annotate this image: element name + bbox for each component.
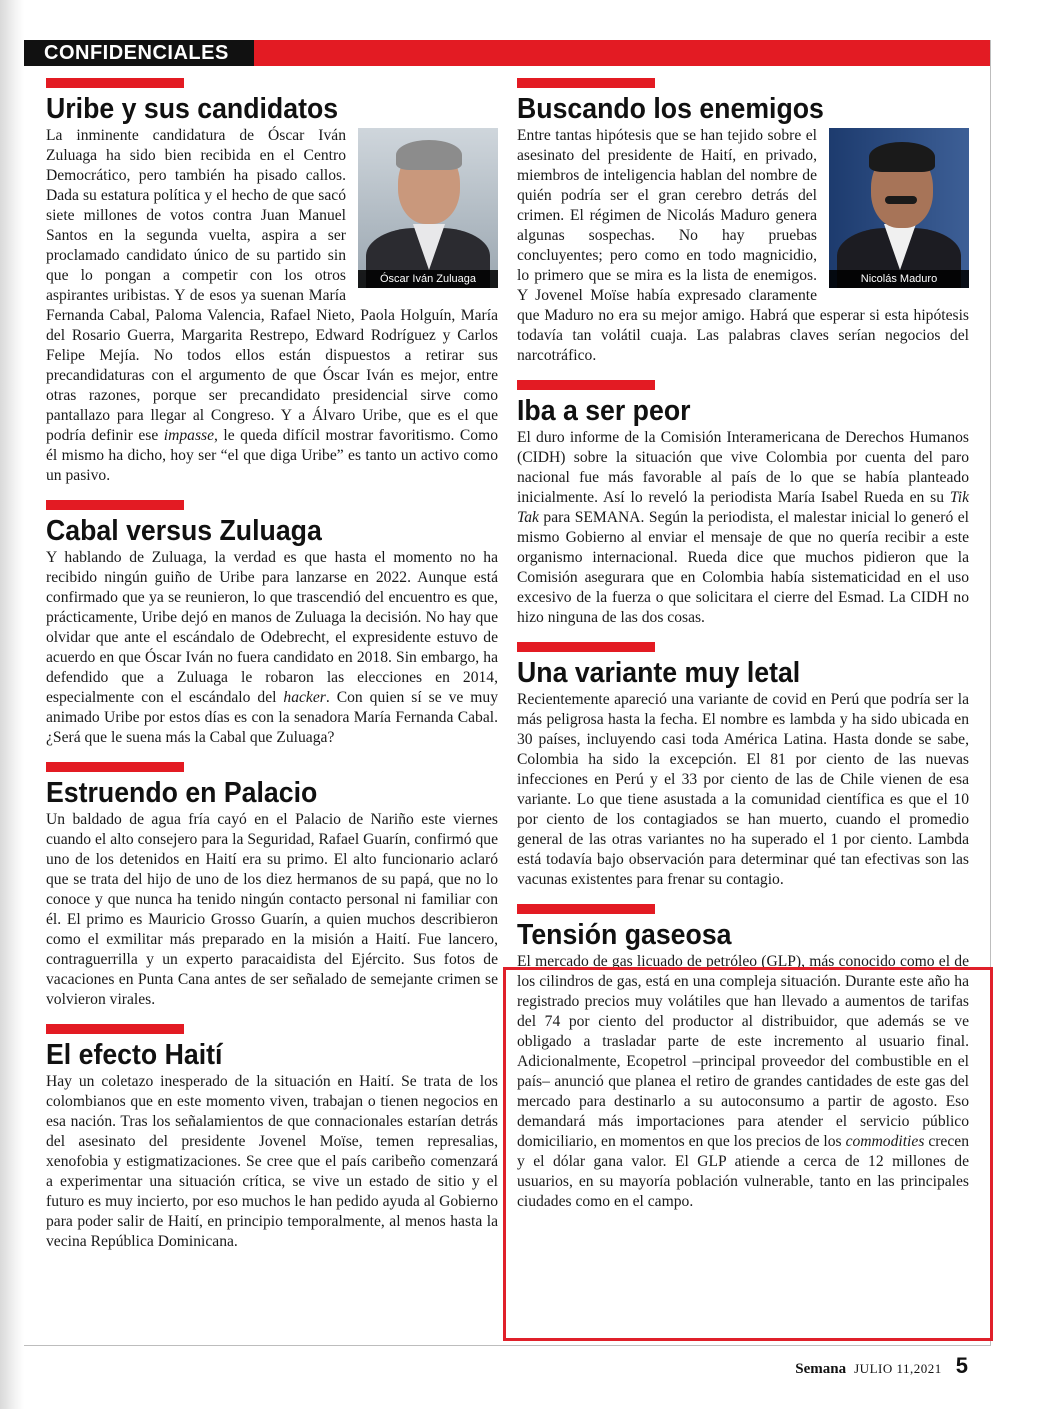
magazine-name: Semana (795, 1361, 847, 1377)
headline: Cabal versus Zuluaga (46, 515, 322, 547)
red-rule (46, 78, 184, 88)
article-body: Y hablando de Zuluaga, la verdad es que hasta el momento no ha recibido ningún guiño de Uribe para lanzarse en 2022. Aunque está confirmado que ya se reunieron, lo que trascendió del encuentro es que, prácticamente, Uribe dejó en manos de Zuluaga la decisión. No hay que olvidar que ante el escándalo de Odebrecht, el expresidente estuvo de acuerdo en que Óscar Iván no fuera candidato en 2018. Sin embargo, ha defendido que a Zuluaga le robaron las elecciones en 2014, especialmente con el escándalo del hacker. Con quien sí se ve muy animado Uribe por estos días es con la senadora María Fernanda Cabal. ¿Será que le suena más la Cabal que Zuluaga? (46, 549, 498, 746)
article-body: El mercado de gas licuado de petróleo (GLP), más conocido como el de los cilindros de gas, está en una compleja situación. Durante este año ha registrado precios muy volátiles que han llevado a aumentos de tarifas del 74 por ciento del productor al distribuidor, que además se ve obligado a trasladar parte de este incremento al usuario final. Adicionalmente, Ecopetrol –principal proveedor del combustible en el país– anunció que planea el retiro de grandes cantidades de este gas del mercado para destinarlo a su autoconsumo a partir de agosto. Eso demandará más importaciones para atender el servicio público domiciliario, en momentos en que los precios de los commodities crecen y el dólar gana valor. El GLP atiende a cerca de 12 millones de usuarios, en su mayoría población vulnerable, tanto en las principales ciudades como en el campo. (517, 953, 969, 1210)
article-peor (517, 380, 969, 628)
article-body: Un baldado de agua fría cayó en el Palacio de Nariño este viernes cuando el alto consejero para la Seguridad, Rafael Guarín, confirmó que uno de los detenidos en Haití era su primo. El alto funcionario aclaró que se trata del hijo de uno de los diez hermanos de su papá, que no lo conoce y que nunca ha tenido ningún contacto personal ni familiar con él. El primo es Mauricio Grosso Guarín, a quien muchos describieron como el exmilitar más preparado en la misión a Haití. Fue lancero, contraguerrilla y un experto paracaidista del Ejército. Sus fotos de vacaciones en Punta Cana antes de ser señalado de semejante crimen se volvieron virales. (46, 811, 498, 1008)
headline: Iba a ser peor (517, 395, 691, 427)
article-cabal (46, 500, 498, 748)
headline: Una variante muy letal (517, 657, 801, 689)
highlight-box (503, 967, 993, 1341)
headline: Buscando los enemigos (517, 93, 824, 125)
page-footer (795, 1353, 968, 1379)
section-label: CONFIDENCIALES (24, 40, 254, 66)
article-body: El duro informe de la Comisión Interamericana de Derechos Humanos (CIDH) sobre la situación que vive Colombia por cuenta del paro nacional fue más favorable al país de lo que se había planteado inicialmente. Así lo reveló la periodista María Isabel Rueda en su Tik Tak para SEMANA. Según la periodista, el malestar inicial lo generó el mismo Gobierno al enviar el mensaje de que no quería recibir a este organismo internacional. Rueda dice que muchos pidieron que la Comisión asegurara que en Colombia había sistematicidad en el uso excesivo de la fuerza o que solicitara el cierre del Esmad. La CIDH no hizo ninguna de las dos cosas. (517, 429, 969, 626)
red-rule (46, 500, 184, 510)
article-body: Recientemente apareció una variante de covid en Perú que podría ser la más peligrosa hasta la fecha. El nombre es lambda y ha sido ubicada en 30 países, incluyendo casi toda América Latina. Hasta donde se sabe, Colombia ha sido la excepción. El 81 por ciento de las nuevas infecciones en Perú y el 33 por ciento de las de Chile vienen de esa variante. Lo que tiene asustada a la comunidad científica es que el 10 por ciento de los contagiados se han muerto, cuando el promedio general de las otras variantes no ha superado el 1 por ciento. Lambda está todavía bajo observación para determinar qué tan efectivas son las vacunas existentes para frenar su contagio. (517, 691, 969, 888)
red-rule (517, 380, 655, 390)
photo-caption: Óscar Iván Zuluaga (358, 270, 498, 288)
red-rule (517, 904, 655, 914)
photo-maduro (829, 128, 969, 288)
article-haiti (46, 1024, 498, 1252)
page-edge-shadow (0, 0, 24, 1409)
red-rule (46, 1024, 184, 1034)
headline: El efecto Haití (46, 1039, 223, 1071)
headline: Estruendo en Palacio (46, 777, 318, 809)
article-body: La inminente candidatura de Óscar Iván Zuluaga ha sido bien recibida en el Centro Democrático, pero también ha pisado callos. Dada su estatura política y el hecho de que sacó siete millones de votos contra Juan Manuel Santos en la segunda vuelta, aspira a ser proclamado candidato único de su partido sin que lo pongan a competir con los otros aspirantes uribistas. Y de esos ya suenan María Fernanda Cabal, Paloma Valencia, Rafael Nieto, Paola Holguín, María del Rosario Guerra, Margarita Restrepo, Edward Rodríguez y Carlos Felipe Mejía. No todos ellos están dispuestos a retirar sus precandidaturas con el argumento de que Óscar Iván es mejor, entre otras razones, porque ser precandidato presidencial sirve como pantallazo para llegar al Congreso. Y a Álvaro Uribe, que es el que podría definir ese impasse, le queda difícil mostrar favoritismo. Como él mismo ha dicho, hoy ser “el que diga Uribe” es tanto un activo como un pasivo. (46, 127, 498, 484)
article-uribe (46, 78, 498, 486)
red-rule (517, 642, 655, 652)
article-enemigos (517, 78, 969, 366)
headline: Tensión gaseosa (517, 919, 732, 951)
article-variante (517, 642, 969, 890)
red-rule (517, 78, 655, 88)
article-body: Entre tantas hipótesis que se han tejido sobre el asesinato del presidente de Haití, en privado, miembros de inteligencia hablan del nombre de quién podría ser el gran cerebro detrás del crimen. El régimen de Nicolás Maduro genera algunas sospechas. No hay pruebas concluyentes; pero como en todo magnicidio, lo primero que se mira es la lista de enemigos. Y Jovenel Moïse había expresado claramente que Maduro no era su mejor amigo. Habrá que esperar si esta hipótesis todavía tan volátil cuaja. Las palabras claves serían negocios del narcotráfico. (517, 127, 969, 364)
article-estruendo (46, 762, 498, 1010)
headline: Uribe y sus candidatos (46, 93, 339, 125)
photo-caption: Nicolás Maduro (829, 270, 969, 288)
issue-date: JULIO 11,2021 (854, 1361, 942, 1376)
left-column (46, 78, 498, 1252)
photo-zuluaga (358, 128, 498, 288)
page-number: 5 (955, 1353, 968, 1378)
red-rule (46, 762, 184, 772)
article-body: Hay un coletazo inesperado de la situación en Haití. Se trata de los colombianos que en este momento viven, trabajan o tienen negocios en esa nación. Tras los señalamientos de que connacionales estarían detrás del asesinato del presidente Jovenel Moïse, temen represalias, xenofobia y estigmatizaciones. Se cree que el país caribeño comenzará a experimentar una situación crítica, se vive un estado de sitio y el futuro es muy incierto, por eso muchos le han pedido ayuda al Gobierno para poder salir de Haití, en principio temporalmente, al menos hasta la vecina República Dominicana. (46, 1073, 498, 1250)
